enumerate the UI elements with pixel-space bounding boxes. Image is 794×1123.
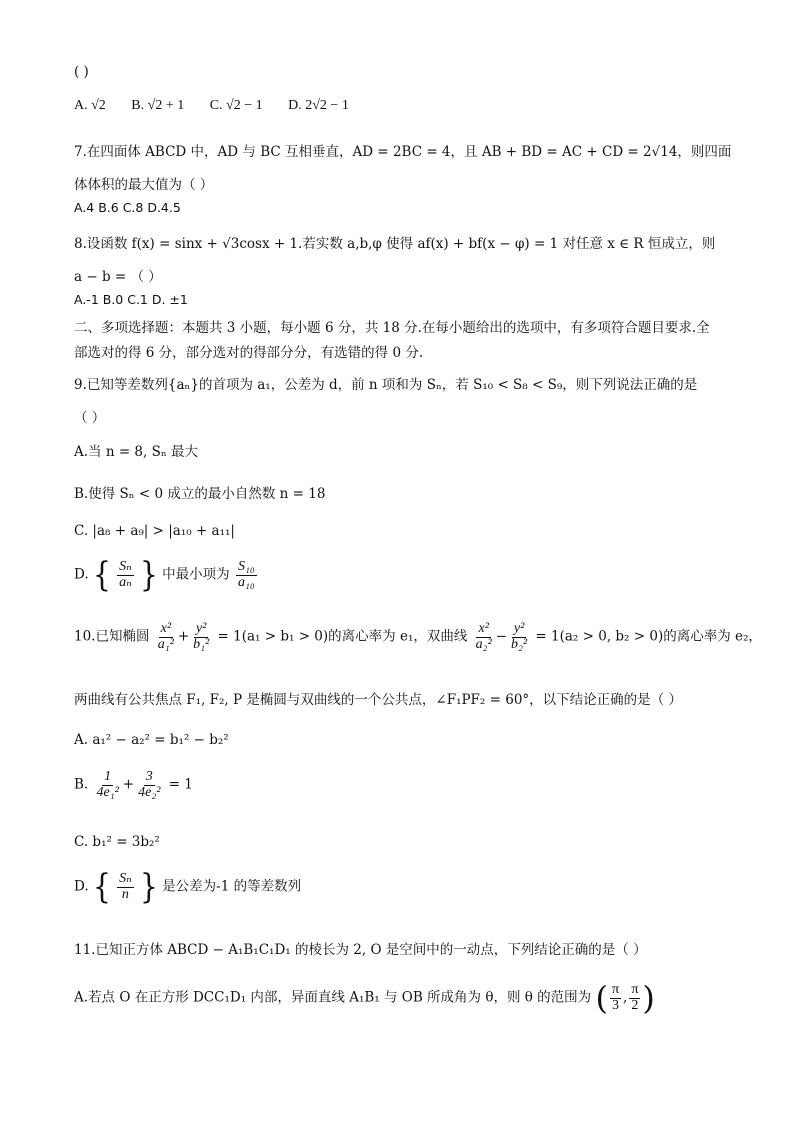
left-brace: {	[92, 554, 111, 595]
q7-stem-line2: 体体积的最大值为（ ）	[74, 177, 214, 193]
q10-option-c: C. b₁² = 3b₂²	[74, 834, 160, 850]
fraction-numerator: π	[611, 981, 620, 997]
q9-answer-paren: （ ）	[74, 410, 106, 426]
q10-stem-line2: 两曲线有公共焦点 F₁, F₂, P 是椭圆与双曲线的一个公共点，∠F₁PF₂ = 60°，以下结论正确的是（ ）	[74, 692, 682, 708]
pi-over-3	[610, 983, 621, 1013]
q10-option-b	[74, 770, 193, 800]
q10-stem-line1	[74, 622, 762, 652]
fraction-denominator: b₂²	[511, 636, 528, 652]
q8-stem-line2: a − b = （ ）	[74, 269, 162, 285]
q10-fraction-sn-n	[117, 872, 134, 902]
q11-option-a-text: A.若点 O 在正方形 DCC₁D₁ 内部，异面直线 A₁B₁ 与 OB 所成角为 θ，则 θ 的范围为	[74, 989, 592, 1006]
q6-option-d: D. 2√2 − 1	[288, 98, 349, 113]
q10-option-a: A. a₁² − a₂² = b₁² − b₂²	[74, 732, 229, 748]
q7-stem-line1: 7.在四面体 ABCD 中，AD 与 BC 互相垂直，AD = 2BC = 4，且 AB + BD = AC + CD = 2√14，则四面	[74, 144, 732, 160]
q9-fraction-s10-a10	[236, 560, 257, 590]
q8-options: A.-1 B.0 C.1 D. ±1	[74, 292, 188, 307]
q9-option-c: C. |a₈ + a₉| > |a₁₀ + a₁₁|	[74, 523, 235, 539]
fraction-denominator: b₁²	[193, 636, 210, 652]
hyperbola-term-x	[474, 622, 494, 652]
fraction-numerator: Sₙ	[119, 559, 132, 574]
q10-text-3: = 1(a₂ > 0, b₂ > 0)的离心率为 e₂，	[535, 628, 762, 645]
fraction-denominator: a₁²	[157, 636, 174, 652]
right-brace: }	[140, 554, 158, 595]
q10-option-b-prefix: B.	[74, 776, 89, 793]
fraction-denominator: 2	[631, 997, 639, 1013]
q9-option-d-prefix: D.	[74, 566, 89, 583]
q6-option-c: C. √2 − 1	[209, 98, 263, 113]
fraction-numerator: 3	[145, 769, 153, 784]
right-paren: )	[642, 979, 655, 1017]
fraction-numerator: y²	[513, 621, 525, 636]
hyperbola-term-y	[509, 622, 529, 652]
equals-one: = 1	[168, 776, 193, 793]
q10-b-fraction-1	[95, 770, 121, 800]
q6-option-b: B. √2 + 1	[131, 98, 185, 113]
minus-sign: −	[495, 628, 508, 645]
q10-text-1: 10.已知椭圆	[74, 628, 150, 645]
q10-option-d-tail: 是公差为-1 的等差数列	[162, 878, 302, 895]
fraction-numerator: 1	[104, 769, 112, 784]
fraction-denominator: 3	[612, 997, 619, 1013]
q10-option-d	[74, 866, 302, 907]
fraction-numerator: x²	[160, 621, 172, 636]
fraction-denominator: 4e₁²	[96, 784, 119, 800]
q8-stem-line1: 8.设函数 f(x) = sinx + √3cosx + 1.若实数 a,b,φ 使得 af(x) + bf(x − φ) = 1 对任意 x ∈ R 恒成立，则	[74, 236, 716, 252]
plus-sign: +	[177, 628, 190, 645]
q9-option-b: B.使得 Sₙ < 0 成立的最小自然数 n = 18	[74, 486, 326, 502]
fraction-numerator: x²	[478, 621, 489, 636]
left-brace: {	[92, 866, 111, 907]
fraction-denominator: a₁₀	[237, 574, 255, 590]
q6-answer-paren: ( )	[74, 64, 89, 80]
q9-option-d-middle: 中最小项为	[162, 566, 230, 583]
fraction-numerator: π	[631, 981, 639, 997]
q6-option-a: A. √2	[74, 98, 106, 113]
q11-option-a	[74, 979, 655, 1017]
fraction-numerator: y²	[196, 621, 207, 636]
q10-option-d-prefix: D.	[74, 878, 89, 895]
q9-fraction-sn-an	[117, 560, 134, 590]
ellipse-term-x	[156, 622, 176, 652]
q9-option-d	[74, 554, 259, 595]
fraction-numerator: Sₙ	[119, 871, 132, 886]
fraction-denominator: a₂²	[475, 636, 492, 652]
fraction-denominator: n	[121, 886, 129, 902]
q9-stem: 9.已知等差数列{aₙ}的首项为 a₁，公差为 d，前 n 项和为 Sₙ，若 S₁₀ < S₈ < S₉，则下列说法正确的是	[74, 377, 698, 393]
fraction-numerator: S₁₀	[237, 559, 255, 574]
right-brace: }	[140, 866, 158, 907]
section2-heading-line2: 部选对的得 6 分，部分选对的得部分分，有选错的得 0 分.	[74, 345, 424, 361]
left-paren: (	[595, 979, 608, 1017]
q10-text-2: = 1(a₁ > b₁ > 0)的离心率为 e₁，双曲线	[217, 628, 468, 645]
q10-b-fraction-2	[136, 770, 162, 800]
q7-options: A.4 B.6 C.8 D.4.5	[74, 200, 181, 215]
pi-over-2	[629, 983, 640, 1013]
ellipse-term-y	[191, 622, 211, 652]
q9-option-a: A.当 n = 8, Sₙ 最大	[74, 444, 198, 460]
fraction-denominator: aₙ	[119, 574, 132, 590]
comma: ,	[623, 989, 628, 1006]
fraction-denominator: 4e₂²	[138, 784, 161, 800]
q6-options	[74, 98, 371, 114]
section2-heading-line1: 二、多项选择题：本题共 3 小题，每小题 6 分，共 18 分.在每小题给出的选项中，有多项符合题目要求.全	[74, 320, 710, 336]
plus-sign: +	[122, 776, 135, 793]
q11-stem: 11.已知正方体 ABCD − A₁B₁C₁D₁ 的棱长为 2, O 是空间中的一动点，下列结论正确的是（ ）	[74, 942, 647, 958]
